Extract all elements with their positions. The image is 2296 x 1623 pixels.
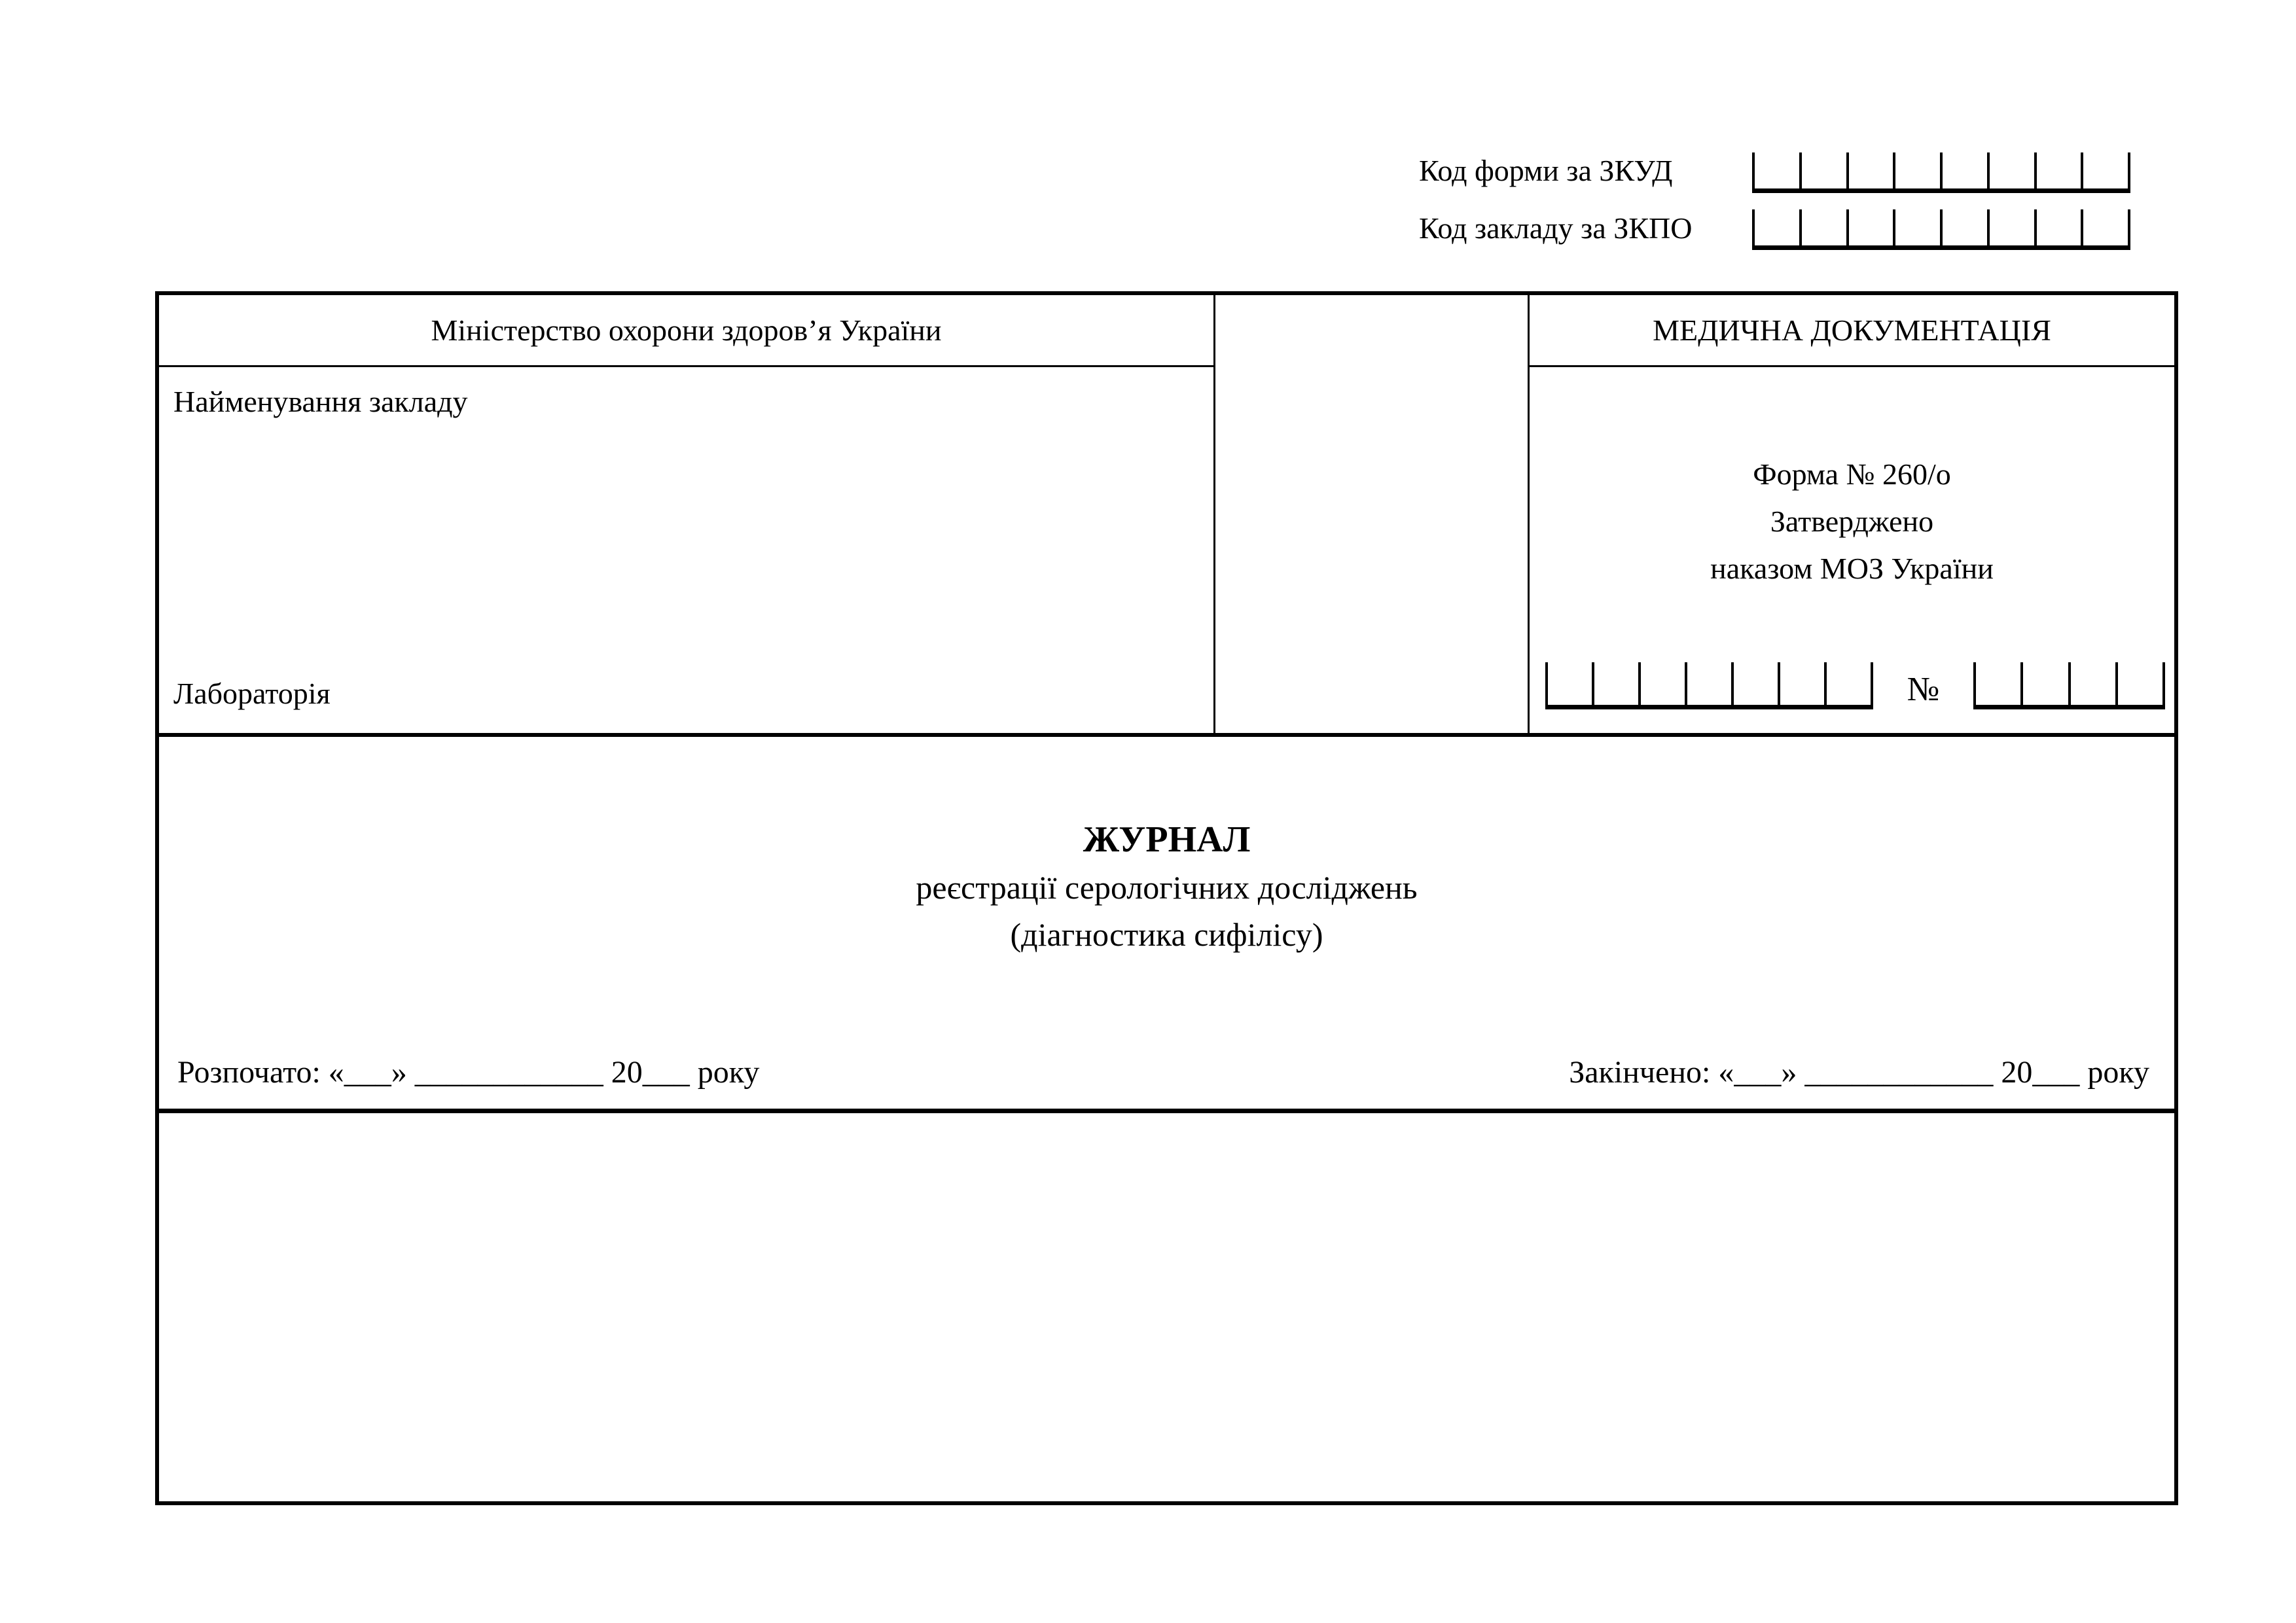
approved-by-line: наказом МОЗ України (1710, 552, 1994, 585)
code-cell (1685, 662, 1731, 705)
code-cell (1987, 209, 2034, 245)
code-cell (1893, 209, 1940, 245)
form-number: Форма № 260/о (1753, 457, 1951, 491)
doc-code-cells-left (1545, 662, 1873, 709)
blank-area (159, 1113, 2174, 1501)
started-line: Розпочато: «___» ____________ 20___ року (177, 1055, 760, 1090)
code-cell (1731, 662, 1778, 705)
dates-row (177, 1054, 2149, 1090)
medical-documentation-cell: МЕДИЧНА ДОКУМЕНТАЦІЯ (1530, 295, 2174, 367)
number-sign: № (1907, 671, 1940, 708)
code-facility-cells (1752, 209, 2130, 250)
title-section (159, 737, 2174, 1113)
ministry-column (159, 295, 1215, 733)
code-cell (1638, 662, 1685, 705)
code-cell (1973, 662, 2020, 705)
code-cell (1592, 662, 1638, 705)
code-cell (1778, 662, 1824, 705)
finished-line: Закінчено: «___» ____________ 20___ року (1569, 1055, 2149, 1090)
doc-code-cells-right (1973, 662, 2165, 709)
code-cell (2115, 662, 2165, 705)
facility-name-label: Найменування закладу (173, 385, 468, 418)
code-cell (1893, 152, 1940, 188)
journal-subtitle-2: (діагностика сифілісу) (1010, 916, 1323, 953)
code-form-label: Код форми за ЗКУД (1419, 154, 1673, 187)
header-section (159, 295, 2174, 737)
code-cell (2034, 152, 2081, 188)
code-form-cells (1752, 152, 2130, 193)
code-cell (1799, 152, 1846, 188)
code-cell (2068, 662, 2115, 705)
code-cell (1545, 662, 1592, 705)
doc-number-row (1545, 662, 2165, 709)
code-cell (1846, 209, 1893, 245)
code-cell (2081, 209, 2130, 245)
code-cell (2020, 662, 2068, 705)
form-approval-block (1530, 451, 2174, 592)
code-cell (1824, 662, 1873, 705)
spacer-column (1215, 295, 1530, 733)
facility-cell (159, 367, 1213, 733)
code-cell (1940, 209, 1987, 245)
code-cell (1940, 152, 1987, 188)
code-cell (1799, 209, 1846, 245)
journal-title: ЖУРНАЛ (1083, 819, 1251, 860)
laboratory-label: Лабораторія (173, 677, 331, 710)
code-cell (1846, 152, 1893, 188)
code-cell (1752, 209, 1799, 245)
ministry-cell: Міністерство охорони здоров’я України (159, 295, 1213, 367)
header-table (155, 291, 2178, 1505)
meddoc-column (1530, 295, 2174, 733)
code-facility-label: Код закладу за ЗКПО (1419, 211, 1693, 245)
form-info-cell (1530, 367, 2174, 733)
code-cell (1987, 152, 2034, 188)
journal-subtitle-1: реєстрації серологічних досліджень (916, 869, 1418, 906)
code-cell (2034, 209, 2081, 245)
code-cell (2081, 152, 2130, 188)
approved-line: Затверджено (1770, 505, 1934, 538)
code-cell (1752, 152, 1799, 188)
